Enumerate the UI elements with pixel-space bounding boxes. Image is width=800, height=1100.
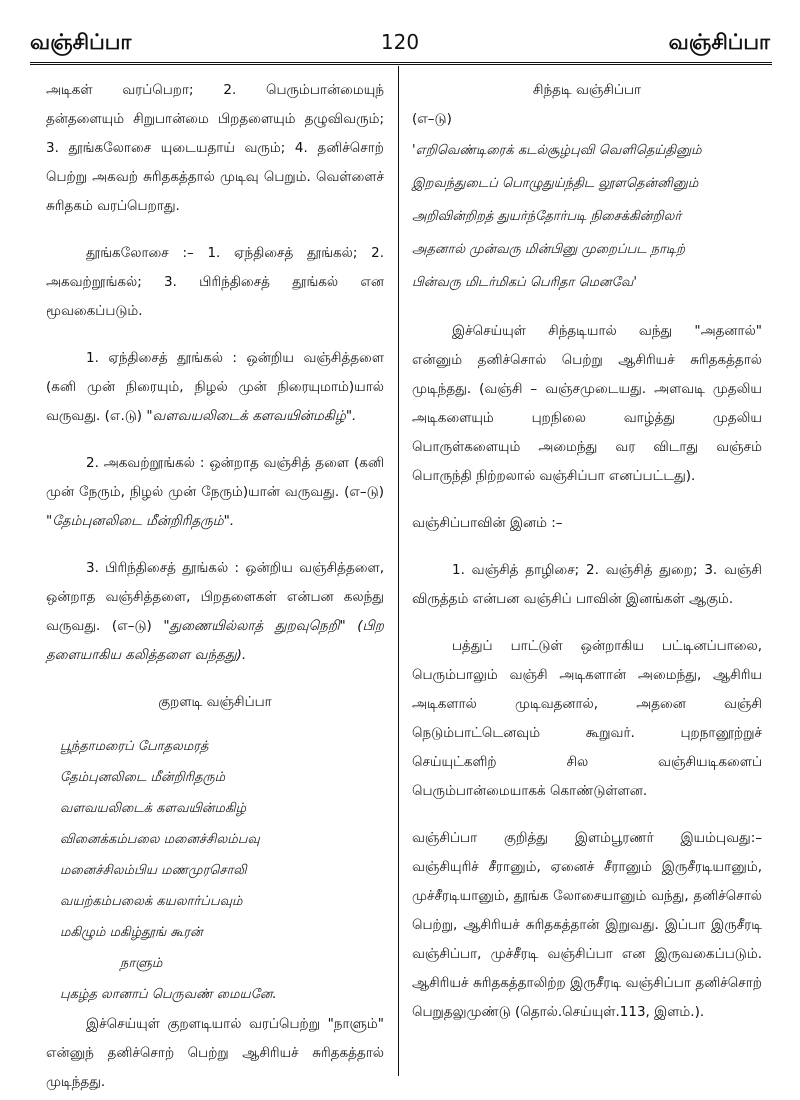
poem-line: வயற்கம்பலைக் கயலார்ப்பவும் bbox=[60, 894, 243, 909]
header-rule bbox=[30, 62, 772, 65]
paragraph-akaval-quote: "தேம்புனலிடை மீன்றிரிதரும்". bbox=[46, 513, 235, 529]
section-heading-kuraladi: குறளடி வஞ்சிப்பா bbox=[158, 694, 272, 710]
poem-line: மகிழும் மகிழ்தூங் கூரன் bbox=[60, 925, 203, 940]
poem-line: 'எறிவெண்டிரைக் கடல்சூழ்புவி வெளிதெய்தினும் bbox=[412, 143, 702, 158]
paragraph-thoongal-types: தூங்கலோசை :– 1. ஏந்திசைத் தூங்கல்; 2. அகவற்றூங்கல்; 3. பிரிந்திசைத் தூங்கல் என மூவகைப்படும். bbox=[46, 245, 384, 319]
right-column bbox=[412, 76, 762, 1027]
poem-line: இறவந்துடைப் பொழுதுய்ந்திட லூளதென்னினும் bbox=[412, 176, 699, 191]
paragraph-enthisai-text: 1. ஏந்திசைத் தூங்கல் : ஒன்றிய வஞ்சித்தளை (கனி முன் நிரையும், நிழல் முன் நிரையுமாம்)யால் வருவது. (எ.டு) bbox=[46, 350, 384, 424]
paragraph-pirinthisai bbox=[46, 554, 384, 670]
paragraph-kuraladi-note: இச்செய்யுள் குறளடியால் வரப்பெற்று "நாளும்" என்னுந் தனிச்சொற் பெற்று ஆசிரியச் சுரிதகத்தால் முடிந்தது. bbox=[46, 1016, 384, 1090]
paragraph-pattinappalai: பத்துப் பாட்டுள் ஒன்றாகிய பட்டினப்பாலை, பெரும்பாலும் வஞ்சி அடிகளான் அமைந்து, ஆசிரிய அடிகளால் முடிவதனால், அதனை வஞ்சி நெடும்பாட்டெனவும் கூறுவர். புறநானூற்றுச் செய்யுட்களிற் சில வஞ்சியடிகளைப் பெரும்பான்மையாகக் கொண்டுள்ளன. bbox=[412, 638, 762, 799]
paragraph-pirinthisai-quote: "துணையில்லாத் துறவுநெறி" (பிற தளையாகிய கலித்தளை வந்தது). bbox=[46, 618, 384, 663]
running-title-left: வஞ்சிப்பா bbox=[30, 30, 132, 54]
paragraph-pirinthisai-text: 3. பிரிந்திசைத் தூங்கல் : ஒன்றிய வஞ்சித்தளை, ஒன்றாத வஞ்சித்தளை, பிறதளைகள் என்பன கலந்து வருவது. (எ–டு) bbox=[46, 560, 384, 634]
poem-kuraladi bbox=[60, 731, 384, 1010]
column-divider bbox=[398, 66, 399, 1076]
subheading-inam: வஞ்சிப்பாவின் இனம் :– bbox=[412, 515, 563, 531]
paragraph-akaval-text: 2. அகவற்றூங்கல் : ஒன்றாத வஞ்சித் தளை (கனி முன் நேரும், நிழல் முன் நேரும்)யான் வருவது. (எ–டு) bbox=[46, 455, 384, 500]
poem-line: வினைக்கம்பலை மனைச்சிலம்பவு bbox=[60, 832, 260, 847]
example-label: (எ–டு) bbox=[412, 111, 452, 127]
poem-line: தேம்புனலிடை மீன்றிரிதரும் bbox=[60, 770, 226, 785]
paragraph-akaval bbox=[46, 449, 384, 536]
running-title-right: வஞ்சிப்பா bbox=[668, 30, 770, 54]
paragraph-sindadi-note: இச்செய்யுள் சிந்தடியால் வந்து "அதனால்" என்னும் தனிச்சொல் பெற்று ஆசிரியச் சுரிதகத்தால் முடிந்தது. (வஞ்சி – வஞ்சமுடையது. அளவடி முதலிய அடிகளையும் புறநிலை வாழ்த்து முதலிய பொருள்களையும் அமைந்து வர விடாது வஞ்சம் பொருந்தி நிற்றலால் வஞ்சிப்பா எனப்பட்டது). bbox=[412, 323, 762, 484]
poem-line: வளவயலிடைக் களவயின்மகிழ் bbox=[60, 801, 247, 816]
poem-line: பூந்தாமரைப் போதலமரத் bbox=[60, 739, 209, 754]
poem-line: புகழ்த லானாப் பெருவண் மையனே. bbox=[60, 987, 277, 1002]
poem-separate-word: நாளும் bbox=[120, 956, 163, 971]
paragraph-ilampooranar: வஞ்சிப்பா குறித்து இளம்பூரணர் இயம்புவது:– வஞ்சியுரிச் சீரானும், ஏனைச் சீரானும் இருசீரடியானும், முச்சீரடியானும், தூங்க லோசையானும் வந்து, தனிச்சொல் பெற்று, ஆசிரியச் சுரிதகத்தான் இறுவது. இப்பா இருசீரடி வஞ்சிப்பா, முச்சீரடி வஞ்சிப்பா என இருவகைப்படும். ஆசிரியச் சுரிதகத்தாலிற்ற இருசீரடி வஞ்சிப்பா தனிச்சொற் பெறுதலுமுண்டு (தொல்.செய்யுள்.113, இளம்.). bbox=[412, 830, 762, 1020]
paragraph-enthisai bbox=[46, 344, 384, 431]
paragraph-enthisai-quote: "வளவயலிடைக் களவயின்மகிழ்". bbox=[146, 408, 357, 424]
poem-sindadi bbox=[412, 134, 762, 299]
left-column bbox=[46, 76, 384, 1097]
page-header bbox=[0, 0, 800, 60]
section-heading-sindadi: சிந்தடி வஞ்சிப்பா bbox=[532, 82, 642, 98]
poem-line: அதனால் முன்வரு மின்பினு முறைப்பட நாடிற் bbox=[412, 242, 686, 257]
poem-line: பின்வரு மிடர்மிகப் பெரிதா மெனவே' bbox=[412, 275, 637, 290]
poem-line: அறிவின்றிறத் துயர்ந்தோர்படி நிசைக்கின்றிலர் bbox=[412, 209, 682, 224]
page-number: 120 bbox=[380, 30, 420, 54]
poem-line: மனைச்சிலம்பிய மணமுரசொலி bbox=[60, 863, 247, 878]
paragraph-inam-list: 1. வஞ்சித் தாழிசை; 2. வஞ்சித் துறை; 3. வஞ்சி விருத்தம் என்பன வஞ்சிப் பாவின் இனங்கள் ஆகும். bbox=[412, 562, 762, 607]
paragraph-intro: அடிகள் வரப்பெறா; 2. பெரும்பான்மையுந் தன்தளையும் சிறுபான்மை பிறதளையும் தழுவிவரும்; 3. தூங்கலோசை யுடையதாய் வரும்; 4. தனிச்சொற் பெற்று அகவற் சுரிதகத்தால் முடிவு பெறும். வெள்ளைச் சுரிதகம் வரப்பெறாது. bbox=[46, 82, 384, 214]
